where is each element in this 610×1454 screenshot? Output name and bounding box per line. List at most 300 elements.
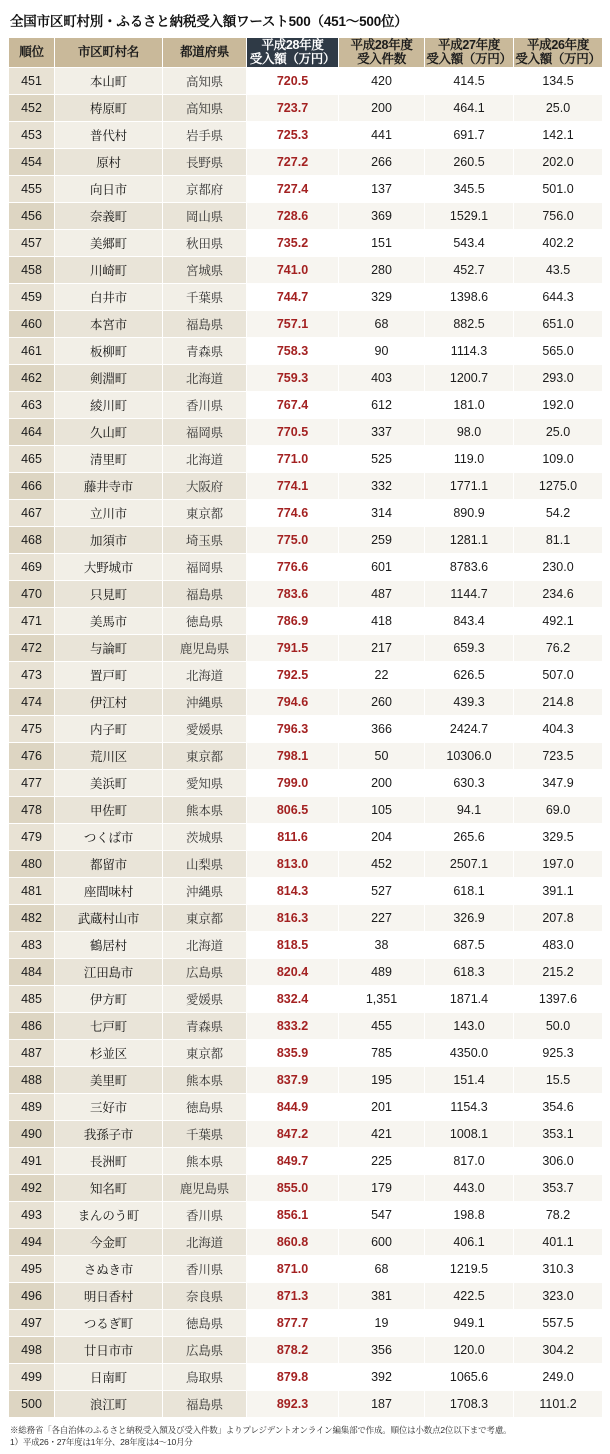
cell-h27-amount: 1529.1 (425, 202, 514, 229)
cell-city: 加須市 (55, 526, 163, 553)
table-row (9, 1390, 603, 1417)
cell-h27-amount: 1144.7 (425, 580, 514, 607)
cell-prefecture: 東京都 (163, 499, 247, 526)
cell-h26-amount: 557.5 (514, 1309, 603, 1336)
cell-h28-count: 369 (339, 202, 425, 229)
cell-h28-amount: 878.2 (247, 1336, 339, 1363)
column-header-h26-amount (514, 38, 603, 68)
cell-rank: 460 (9, 310, 55, 337)
cell-h28-count: 314 (339, 499, 425, 526)
table-row (9, 445, 603, 472)
cell-h26-amount: 202.0 (514, 148, 603, 175)
cell-h26-amount: 306.0 (514, 1147, 603, 1174)
cell-h28-amount: 849.7 (247, 1147, 339, 1174)
cell-h26-amount: 234.6 (514, 580, 603, 607)
column-header-rank-line1: 順位 (19, 45, 44, 60)
cell-h27-amount: 843.4 (425, 607, 514, 634)
cell-rank: 473 (9, 661, 55, 688)
column-header-city (55, 38, 163, 68)
cell-h28-count: 487 (339, 580, 425, 607)
cell-city: 知名町 (55, 1174, 163, 1201)
table-row (9, 202, 603, 229)
cell-prefecture: 岡山県 (163, 202, 247, 229)
table-row (9, 823, 603, 850)
cell-city: 久山町 (55, 418, 163, 445)
table-row (9, 850, 603, 877)
cell-city: 美里町 (55, 1066, 163, 1093)
cell-h28-count: 204 (339, 823, 425, 850)
cell-h28-count: 455 (339, 1012, 425, 1039)
column-header-rank (9, 38, 55, 68)
cell-prefecture: 山梨県 (163, 850, 247, 877)
table-row (9, 877, 603, 904)
cell-rank: 492 (9, 1174, 55, 1201)
cell-h27-amount: 817.0 (425, 1147, 514, 1174)
cell-city: 我孫子市 (55, 1120, 163, 1147)
cell-rank: 480 (9, 850, 55, 877)
cell-h27-amount: 452.7 (425, 256, 514, 283)
table-row (9, 1255, 603, 1282)
cell-prefecture: 北海道 (163, 1228, 247, 1255)
cell-h28-count: 601 (339, 553, 425, 580)
cell-prefecture: 香川県 (163, 391, 247, 418)
cell-h27-amount: 94.1 (425, 796, 514, 823)
cell-prefecture: 鹿児島県 (163, 1174, 247, 1201)
cell-h28-amount: 759.3 (247, 364, 339, 391)
cell-h26-amount: 651.0 (514, 310, 603, 337)
table-row (9, 661, 603, 688)
cell-city: 杉並区 (55, 1039, 163, 1066)
cell-h28-amount: 723.7 (247, 94, 339, 121)
cell-rank: 467 (9, 499, 55, 526)
cell-city: 美浜町 (55, 769, 163, 796)
cell-rank: 470 (9, 580, 55, 607)
cell-city: 川崎町 (55, 256, 163, 283)
cell-prefecture: 愛媛県 (163, 715, 247, 742)
cell-h28-count: 260 (339, 688, 425, 715)
cell-h28-amount: 844.9 (247, 1093, 339, 1120)
cell-h28-count: 19 (339, 1309, 425, 1336)
cell-rank: 476 (9, 742, 55, 769)
cell-h28-amount: 796.3 (247, 715, 339, 742)
cell-rank: 471 (9, 607, 55, 634)
cell-h28-count: 187 (339, 1390, 425, 1417)
cell-rank: 495 (9, 1255, 55, 1282)
cell-h28-count: 201 (339, 1093, 425, 1120)
cell-rank: 462 (9, 364, 55, 391)
cell-h28-count: 105 (339, 796, 425, 823)
cell-h27-amount: 890.9 (425, 499, 514, 526)
cell-rank: 451 (9, 67, 55, 94)
cell-rank: 494 (9, 1228, 55, 1255)
table-row (9, 1174, 603, 1201)
cell-city: さぬき市 (55, 1255, 163, 1282)
cell-prefecture: 茨城県 (163, 823, 247, 850)
cell-rank: 486 (9, 1012, 55, 1039)
cell-h28-count: 356 (339, 1336, 425, 1363)
cell-h27-amount: 1154.3 (425, 1093, 514, 1120)
cell-prefecture: 福島県 (163, 310, 247, 337)
cell-prefecture: 北海道 (163, 661, 247, 688)
cell-h26-amount: 353.7 (514, 1174, 603, 1201)
table-row (9, 175, 603, 202)
cell-city: 武蔵村山市 (55, 904, 163, 931)
cell-h26-amount: 565.0 (514, 337, 603, 364)
cell-h27-amount: 406.1 (425, 1228, 514, 1255)
cell-h27-amount: 1219.5 (425, 1255, 514, 1282)
table-row (9, 1309, 603, 1336)
cell-rank: 499 (9, 1363, 55, 1390)
cell-h28-amount: 814.3 (247, 877, 339, 904)
cell-h28-amount: 856.1 (247, 1201, 339, 1228)
footnote-source: ※総務省「各自治体のふるさと納税受入額及び受入件数」よりプレジデントオンライン編集部で作成。順位は小数点2位以下まで考慮。 (10, 1424, 512, 1435)
cell-h28-count: 420 (339, 67, 425, 94)
table-row (9, 1336, 603, 1363)
cell-h28-amount: 776.6 (247, 553, 339, 580)
cell-city: 本山町 (55, 67, 163, 94)
cell-city: 置戸町 (55, 661, 163, 688)
cell-h28-count: 489 (339, 958, 425, 985)
column-header-h28-count-line2: 受入件数 (357, 52, 406, 67)
column-header-h26-amount-line1: 平成26年度 (526, 38, 590, 52)
cell-city: 綾川町 (55, 391, 163, 418)
table-header (9, 38, 603, 68)
cell-rank: 483 (9, 931, 55, 958)
cell-h28-count: 195 (339, 1066, 425, 1093)
cell-h26-amount: 207.8 (514, 904, 603, 931)
cell-h27-amount: 1065.6 (425, 1363, 514, 1390)
cell-h27-amount: 618.1 (425, 877, 514, 904)
cell-h28-amount: 816.3 (247, 904, 339, 931)
cell-h28-amount: 879.8 (247, 1363, 339, 1390)
cell-h28-count: 332 (339, 472, 425, 499)
cell-h28-amount: 720.5 (247, 67, 339, 94)
cell-h27-amount: 2424.7 (425, 715, 514, 742)
cell-h28-count: 452 (339, 850, 425, 877)
cell-prefecture: 青森県 (163, 337, 247, 364)
cell-h28-count: 217 (339, 634, 425, 661)
table-row (9, 769, 603, 796)
cell-city: 本宮市 (55, 310, 163, 337)
cell-h26-amount: 404.3 (514, 715, 603, 742)
cell-h26-amount: 1101.2 (514, 1390, 603, 1417)
cell-city: 浪江町 (55, 1390, 163, 1417)
cell-h28-count: 418 (339, 607, 425, 634)
cell-city: 板柳町 (55, 337, 163, 364)
cell-rank: 464 (9, 418, 55, 445)
cell-city: 江田島市 (55, 958, 163, 985)
footnote-period: 1）平成26・27年度は1年分、28年度は4〜10月分 (10, 1437, 193, 1448)
cell-rank: 477 (9, 769, 55, 796)
cell-h26-amount: 76.2 (514, 634, 603, 661)
cell-prefecture: 福島県 (163, 1390, 247, 1417)
table-row (9, 1120, 603, 1147)
cell-rank: 457 (9, 229, 55, 256)
cell-prefecture: 北海道 (163, 445, 247, 472)
cell-city: つるぎ町 (55, 1309, 163, 1336)
cell-prefecture: 徳島県 (163, 1093, 247, 1120)
table-row (9, 391, 603, 418)
table-row (9, 1282, 603, 1309)
cell-h28-count: 259 (339, 526, 425, 553)
column-header-h28-count-line1: 平成28年度 (350, 38, 413, 52)
cell-h28-count: 1,351 (339, 985, 425, 1012)
cell-prefecture: 鳥取県 (163, 1363, 247, 1390)
cell-prefecture: 福岡県 (163, 553, 247, 580)
cell-h27-amount: 1708.3 (425, 1390, 514, 1417)
cell-h28-amount: 727.4 (247, 175, 339, 202)
cell-h27-amount: 422.5 (425, 1282, 514, 1309)
table-row (9, 688, 603, 715)
cell-rank: 474 (9, 688, 55, 715)
table-row (9, 607, 603, 634)
cell-prefecture: 徳島県 (163, 1309, 247, 1336)
cell-city: 三好市 (55, 1093, 163, 1120)
cell-h28-amount: 744.7 (247, 283, 339, 310)
cell-rank: 482 (9, 904, 55, 931)
cell-prefecture: 千葉県 (163, 283, 247, 310)
cell-rank: 455 (9, 175, 55, 202)
table-row (9, 472, 603, 499)
table-row (9, 580, 603, 607)
column-header-h26-amount-line2: 受入額（万円） (515, 52, 601, 67)
cell-h28-count: 266 (339, 148, 425, 175)
cell-rank: 488 (9, 1066, 55, 1093)
cell-h28-amount: 792.5 (247, 661, 339, 688)
cell-h27-amount: 882.5 (425, 310, 514, 337)
column-header-h28-amount (247, 38, 339, 68)
cell-prefecture: 香川県 (163, 1255, 247, 1282)
table-header-row (9, 38, 603, 68)
cell-h28-amount: 728.6 (247, 202, 339, 229)
cell-h26-amount: 230.0 (514, 553, 603, 580)
cell-h27-amount: 414.5 (425, 67, 514, 94)
table-row (9, 931, 603, 958)
cell-h28-amount: 833.2 (247, 1012, 339, 1039)
cell-h28-amount: 727.2 (247, 148, 339, 175)
table-row (9, 337, 603, 364)
cell-city: 日南町 (55, 1363, 163, 1390)
cell-city: 鶴居村 (55, 931, 163, 958)
cell-h27-amount: 198.8 (425, 1201, 514, 1228)
cell-rank: 463 (9, 391, 55, 418)
table-row (9, 121, 603, 148)
table-row (9, 283, 603, 310)
cell-h28-count: 151 (339, 229, 425, 256)
cell-h28-amount: 774.1 (247, 472, 339, 499)
cell-prefecture: 秋田県 (163, 229, 247, 256)
cell-h28-count: 785 (339, 1039, 425, 1066)
cell-h26-amount: 69.0 (514, 796, 603, 823)
cell-city: 美馬市 (55, 607, 163, 634)
cell-rank: 487 (9, 1039, 55, 1066)
cell-h28-amount: 767.4 (247, 391, 339, 418)
cell-h27-amount: 181.0 (425, 391, 514, 418)
cell-prefecture: 北海道 (163, 931, 247, 958)
cell-h28-amount: 806.5 (247, 796, 339, 823)
cell-h28-count: 441 (339, 121, 425, 148)
cell-h28-amount: 877.7 (247, 1309, 339, 1336)
cell-rank: 465 (9, 445, 55, 472)
cell-h27-amount: 626.5 (425, 661, 514, 688)
cell-h27-amount: 687.5 (425, 931, 514, 958)
cell-rank: 493 (9, 1201, 55, 1228)
cell-city: 都留市 (55, 850, 163, 877)
table-row (9, 1039, 603, 1066)
cell-h28-count: 38 (339, 931, 425, 958)
footnotes (10, 1424, 602, 1449)
cell-rank: 475 (9, 715, 55, 742)
cell-city: 只見町 (55, 580, 163, 607)
cell-h27-amount: 326.9 (425, 904, 514, 931)
cell-h28-count: 600 (339, 1228, 425, 1255)
cell-h26-amount: 925.3 (514, 1039, 603, 1066)
cell-h26-amount: 353.1 (514, 1120, 603, 1147)
cell-h26-amount: 402.2 (514, 229, 603, 256)
cell-h26-amount: 142.1 (514, 121, 603, 148)
cell-h28-amount: 798.1 (247, 742, 339, 769)
table-row (9, 1066, 603, 1093)
cell-city: 座間味村 (55, 877, 163, 904)
cell-h28-count: 200 (339, 769, 425, 796)
cell-prefecture: 広島県 (163, 958, 247, 985)
cell-rank: 454 (9, 148, 55, 175)
cell-h26-amount: 25.0 (514, 418, 603, 445)
cell-h28-amount: 786.9 (247, 607, 339, 634)
cell-h26-amount: 501.0 (514, 175, 603, 202)
cell-h26-amount: 214.8 (514, 688, 603, 715)
cell-h26-amount: 310.3 (514, 1255, 603, 1282)
cell-city: 内子町 (55, 715, 163, 742)
cell-h26-amount: 192.0 (514, 391, 603, 418)
cell-h26-amount: 756.0 (514, 202, 603, 229)
cell-prefecture: 徳島県 (163, 607, 247, 634)
cell-rank: 466 (9, 472, 55, 499)
table-row (9, 553, 603, 580)
cell-h28-amount: 770.5 (247, 418, 339, 445)
cell-h26-amount: 109.0 (514, 445, 603, 472)
cell-h26-amount: 723.5 (514, 742, 603, 769)
table-row (9, 742, 603, 769)
cell-prefecture: 北海道 (163, 364, 247, 391)
cell-h28-amount: 799.0 (247, 769, 339, 796)
cell-rank: 479 (9, 823, 55, 850)
cell-h27-amount: 1871.4 (425, 985, 514, 1012)
cell-rank: 461 (9, 337, 55, 364)
cell-city: 与論町 (55, 634, 163, 661)
cell-h27-amount: 443.0 (425, 1174, 514, 1201)
cell-h27-amount: 543.4 (425, 229, 514, 256)
cell-rank: 491 (9, 1147, 55, 1174)
cell-rank: 478 (9, 796, 55, 823)
cell-city: 白井市 (55, 283, 163, 310)
cell-rank: 497 (9, 1309, 55, 1336)
page-title: 全国市区町村別・ふるさと納税受入額ワースト500（451〜500位） (10, 14, 408, 29)
column-header-city-line1: 市区町村名 (77, 45, 139, 60)
cell-h27-amount: 8783.6 (425, 553, 514, 580)
cell-h27-amount: 143.0 (425, 1012, 514, 1039)
cell-h28-count: 68 (339, 310, 425, 337)
cell-h26-amount: 354.6 (514, 1093, 603, 1120)
cell-h28-count: 337 (339, 418, 425, 445)
cell-h26-amount: 43.5 (514, 256, 603, 283)
cell-h28-count: 527 (339, 877, 425, 904)
cell-h27-amount: 618.3 (425, 958, 514, 985)
cell-h27-amount: 10306.0 (425, 742, 514, 769)
cell-city: 荒川区 (55, 742, 163, 769)
table-row (9, 148, 603, 175)
cell-prefecture: 沖縄県 (163, 877, 247, 904)
cell-prefecture: 愛媛県 (163, 985, 247, 1012)
cell-prefecture: 青森県 (163, 1012, 247, 1039)
cell-h26-amount: 54.2 (514, 499, 603, 526)
cell-h28-count: 225 (339, 1147, 425, 1174)
cell-h28-count: 421 (339, 1120, 425, 1147)
cell-h28-count: 50 (339, 742, 425, 769)
cell-h28-count: 612 (339, 391, 425, 418)
cell-h27-amount: 1281.1 (425, 526, 514, 553)
table-row (9, 715, 603, 742)
cell-h27-amount: 265.6 (425, 823, 514, 850)
cell-h27-amount: 98.0 (425, 418, 514, 445)
cell-h28-amount: 871.0 (247, 1255, 339, 1282)
cell-prefecture: 鹿児島県 (163, 634, 247, 661)
cell-h27-amount: 630.3 (425, 769, 514, 796)
cell-h28-amount: 847.2 (247, 1120, 339, 1147)
table-row (9, 1012, 603, 1039)
cell-h28-amount: 758.3 (247, 337, 339, 364)
cell-h26-amount: 249.0 (514, 1363, 603, 1390)
cell-prefecture: 東京都 (163, 1039, 247, 1066)
cell-h28-count: 392 (339, 1363, 425, 1390)
cell-h28-count: 525 (339, 445, 425, 472)
cell-h26-amount: 1397.6 (514, 985, 603, 1012)
table-row (9, 796, 603, 823)
cell-h27-amount: 464.1 (425, 94, 514, 121)
table-body (9, 67, 603, 1417)
cell-h27-amount: 1771.1 (425, 472, 514, 499)
cell-h26-amount: 347.9 (514, 769, 603, 796)
table-row (9, 634, 603, 661)
cell-prefecture: 愛知県 (163, 769, 247, 796)
cell-h28-count: 403 (339, 364, 425, 391)
cell-prefecture: 福岡県 (163, 418, 247, 445)
cell-city: 梼原町 (55, 94, 163, 121)
cell-prefecture: 東京都 (163, 904, 247, 931)
cell-h28-amount: 813.0 (247, 850, 339, 877)
cell-h27-amount: 691.7 (425, 121, 514, 148)
cell-h28-amount: 741.0 (247, 256, 339, 283)
cell-h28-amount: 783.6 (247, 580, 339, 607)
table-row (9, 229, 603, 256)
cell-city: 美郷町 (55, 229, 163, 256)
cell-h27-amount: 439.3 (425, 688, 514, 715)
cell-h28-count: 179 (339, 1174, 425, 1201)
cell-rank: 484 (9, 958, 55, 985)
cell-h26-amount: 323.0 (514, 1282, 603, 1309)
cell-h28-amount: 811.6 (247, 823, 339, 850)
column-header-h27-amount-line1: 平成27年度 (437, 38, 501, 52)
cell-city: 伊方町 (55, 985, 163, 1012)
cell-prefecture: 熊本県 (163, 1066, 247, 1093)
cell-h27-amount: 260.5 (425, 148, 514, 175)
cell-h27-amount: 345.5 (425, 175, 514, 202)
column-header-h28-amount-line2: 受入額（万円） (249, 52, 336, 67)
cell-h28-count: 22 (339, 661, 425, 688)
cell-city: 剣淵町 (55, 364, 163, 391)
cell-city: 大野城市 (55, 553, 163, 580)
cell-h26-amount: 134.5 (514, 67, 603, 94)
